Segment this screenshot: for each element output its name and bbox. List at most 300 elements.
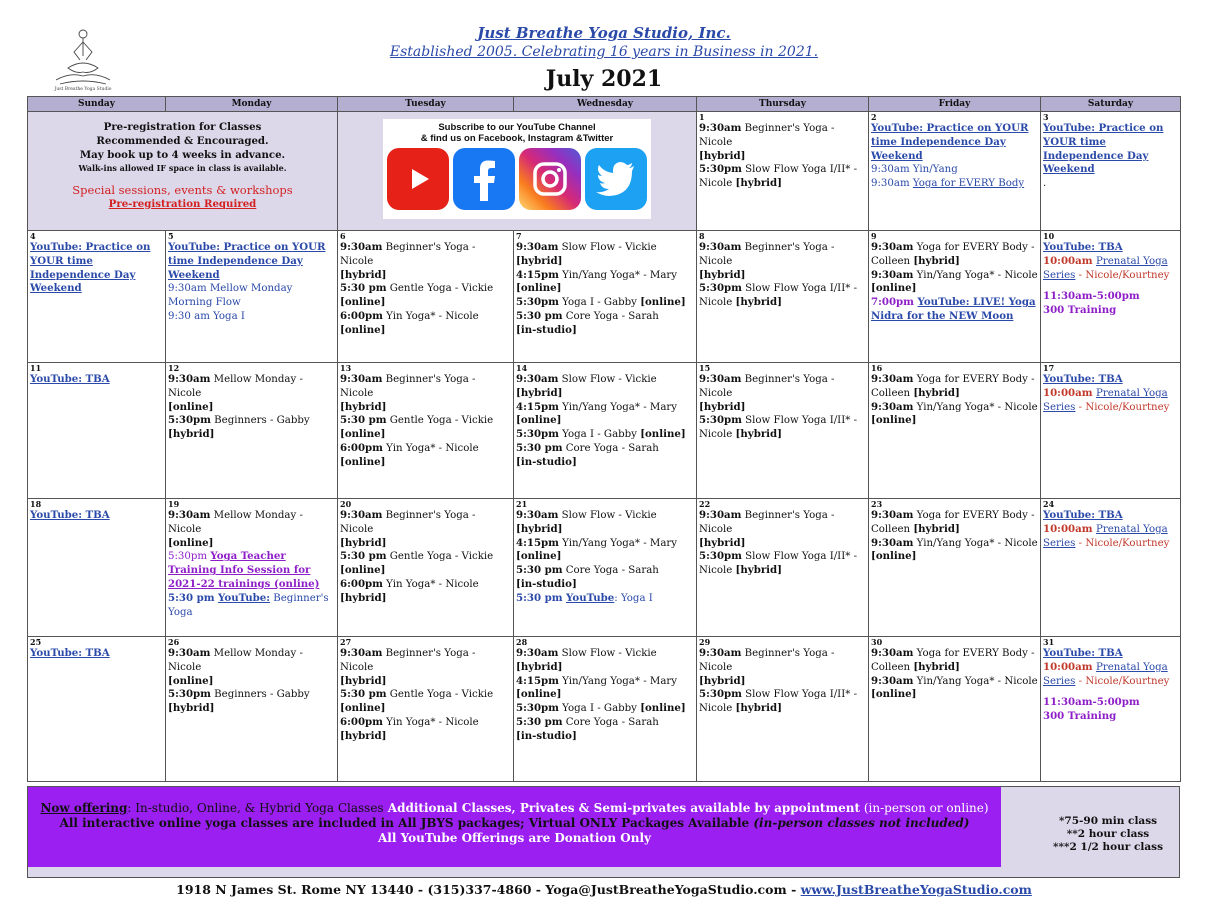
day-number: 16 bbox=[871, 363, 883, 373]
class-mode: [hybrid] bbox=[168, 702, 215, 715]
class-instructor: Nicole bbox=[699, 703, 736, 715]
class-mode: [online] bbox=[871, 282, 917, 295]
day-cell-30[interactable] bbox=[869, 637, 1041, 782]
class-name: : Yoga I bbox=[614, 592, 653, 604]
now-offering-label: Now offering bbox=[40, 801, 128, 815]
class-name: Yoga for EVERY Body - bbox=[913, 510, 1035, 521]
svg-text:Just Breathe Yoga Studio: Just Breathe Yoga Studio bbox=[54, 87, 112, 92]
day-number: 9 bbox=[871, 231, 877, 241]
prereg-line2: Recommended & Encouraged. bbox=[96, 134, 269, 147]
day-cell-31[interactable] bbox=[1041, 637, 1181, 782]
class-name: Yoga for EVERY Body - bbox=[913, 648, 1035, 659]
class-mode: [hybrid] bbox=[516, 522, 563, 535]
class-time: 5:30 pm bbox=[516, 441, 563, 454]
class-name: Yin/Yang Yoga* - Mary bbox=[558, 537, 678, 549]
class-time: 4:15pm bbox=[516, 268, 559, 281]
class-mode: [hybrid] bbox=[699, 400, 746, 413]
class-mode: [in-studio] bbox=[516, 577, 577, 590]
day-cell-28[interactable] bbox=[514, 637, 697, 782]
social-caption-1: Subscribe to our YouTube Channel bbox=[438, 122, 596, 133]
preregistration-notice bbox=[28, 112, 338, 231]
day-cell-7[interactable] bbox=[514, 231, 697, 363]
week-row bbox=[28, 499, 1181, 637]
class-time: 9:30am bbox=[871, 268, 914, 281]
class-mode: [in-studio] bbox=[516, 729, 577, 742]
class-time: 5:30pm bbox=[168, 414, 211, 427]
class-time: 9:30am bbox=[516, 647, 559, 659]
class-time: 5:30pm bbox=[168, 688, 211, 701]
prenatal-link[interactable]: Prenatal Yoga Series bbox=[1043, 523, 1168, 549]
day-cell-29[interactable] bbox=[697, 637, 869, 782]
class-instructor: Nicole bbox=[699, 297, 736, 309]
day-cell-20[interactable] bbox=[338, 499, 514, 637]
class-name: Beginners - Gabby bbox=[210, 415, 310, 427]
week-row bbox=[28, 112, 1181, 231]
class-time: 5:30 pm bbox=[340, 688, 387, 701]
legend-2-5-hour: ***2 1/2 hour class bbox=[1052, 841, 1163, 853]
class-time: 9:30am bbox=[340, 509, 383, 521]
day-cell-10[interactable] bbox=[1041, 231, 1181, 363]
day-number: 6 bbox=[340, 231, 346, 241]
day-number: 25 bbox=[30, 637, 42, 647]
day-number: 15 bbox=[699, 363, 711, 373]
class-name: Beginners - Gabby bbox=[210, 689, 310, 701]
week-row bbox=[28, 363, 1181, 499]
prereg-line1: Pre-registration for Classes bbox=[103, 121, 262, 133]
day-cell-19[interactable] bbox=[166, 499, 338, 637]
social-caption-2: & find us on Facebook, Instagram &Twitter bbox=[420, 133, 614, 144]
day-cell-2[interactable] bbox=[869, 112, 1041, 231]
class-name: Yin Yoga* - Nicole bbox=[382, 442, 479, 454]
studio-name[interactable]: Just Breathe Yoga Studio, Inc. bbox=[477, 24, 731, 42]
prenatal-link[interactable]: Prenatal Yoga Series bbox=[1043, 255, 1168, 281]
class-name: Slow Flow Yoga I/II* - bbox=[741, 164, 858, 176]
class-mode: [hybrid] bbox=[340, 729, 387, 742]
class-mode: [hybrid] bbox=[735, 702, 782, 715]
class-name: Beginner's Yoga - Nicole bbox=[340, 648, 476, 673]
spacer-dot: . bbox=[1043, 178, 1047, 190]
class-mode: [hybrid] bbox=[913, 386, 960, 399]
day-cell-11[interactable] bbox=[28, 363, 166, 499]
class-time: 10:00am bbox=[1043, 522, 1097, 535]
day-cell-1[interactable] bbox=[697, 112, 869, 231]
training-time: 11:30am-5:00pm bbox=[1043, 696, 1140, 709]
legend-2-hour: **2 hour class bbox=[1066, 828, 1150, 840]
day-cell-23[interactable] bbox=[869, 499, 1041, 637]
class-mode: [online] bbox=[168, 674, 214, 687]
weekday-thursday: Thursday bbox=[697, 97, 869, 112]
class-entry: 9:30 am Yoga I bbox=[168, 310, 245, 322]
class-name: Mellow Monday - Nicole bbox=[168, 510, 303, 535]
class-mode: [online] bbox=[516, 688, 562, 701]
class-name: Yin Yoga* - Nicole bbox=[382, 578, 479, 590]
class-time: 5:30pm bbox=[699, 550, 742, 563]
prereg-required-link[interactable]: Pre-registration Required bbox=[108, 197, 257, 210]
class-mode: [hybrid] bbox=[340, 268, 387, 281]
class-instructor: Colleen bbox=[871, 661, 914, 673]
class-mode: [online] bbox=[640, 702, 686, 715]
class-time: 5:30 pm bbox=[516, 591, 567, 604]
class-name: Slow Flow Yoga I/II* - bbox=[741, 415, 858, 427]
class-time: 5:30 pm bbox=[516, 715, 563, 728]
day-cell-27[interactable] bbox=[338, 637, 514, 782]
youtube-link[interactable]: YouTube: LIVE! Yoga Nidra for the NEW Moon bbox=[871, 296, 1036, 322]
weekday-wednesday: Wednesday bbox=[514, 97, 697, 112]
day-number: 31 bbox=[1043, 637, 1055, 647]
class-name: Yin/Yang Yoga* - Mary bbox=[558, 269, 678, 281]
day-number: 7 bbox=[516, 231, 522, 241]
class-instructor: - Nicole/Kourtney bbox=[1075, 675, 1170, 687]
class-time: 5:30pm bbox=[699, 414, 742, 427]
day-number: 17 bbox=[1043, 363, 1055, 373]
prereg-line3: May book up to 4 weeks in advance. bbox=[79, 148, 286, 161]
class-instructor: Nicole bbox=[699, 178, 736, 190]
class-time: 5:30pm bbox=[699, 282, 742, 295]
class-name: Mellow Monday - Nicole bbox=[168, 648, 303, 673]
day-number: 5 bbox=[168, 231, 174, 241]
day-number: 30 bbox=[871, 637, 883, 647]
class-time: 9:30am bbox=[699, 509, 742, 521]
class-name: Beginner's Yoga bbox=[168, 592, 329, 618]
class-time: 9:30am bbox=[871, 241, 914, 253]
class-instructor: - Nicole/Kourtney bbox=[1075, 537, 1170, 549]
day-number: 10 bbox=[1043, 231, 1055, 241]
youtube-link[interactable]: YouTube: TBA bbox=[30, 647, 110, 659]
class-time: 9:30am bbox=[699, 373, 742, 385]
class-name: Yin/Yang Yoga* - Nicole bbox=[913, 537, 1038, 549]
day-cell-4[interactable] bbox=[28, 231, 166, 363]
class-mode: [in-studio] bbox=[516, 455, 577, 468]
prereg-line5: Special sessions, events & workshops bbox=[72, 183, 293, 198]
class-time: 9:30am bbox=[516, 241, 559, 253]
class-name: Beginner's Yoga - Nicole bbox=[340, 510, 476, 535]
class-name: Slow Flow - Vickie bbox=[558, 374, 657, 385]
class-name: Slow Flow - Vickie bbox=[558, 510, 657, 521]
class-name: Core Yoga - Sarah bbox=[562, 716, 659, 728]
class-mode: [hybrid] bbox=[913, 254, 960, 267]
class-time: 5:30 pm bbox=[516, 564, 563, 577]
class-time: 5:30 pm bbox=[340, 414, 387, 427]
class-time: 6:00pm bbox=[340, 715, 383, 728]
social-banner bbox=[383, 119, 651, 219]
youtube-link[interactable]: YouTube: Practice on YOUR time Independence Day Weekend bbox=[168, 241, 326, 281]
day-number: 14 bbox=[516, 363, 528, 373]
class-time: 9:30am bbox=[168, 647, 211, 659]
class-mode: [hybrid] bbox=[699, 674, 746, 687]
day-cell-22[interactable] bbox=[697, 499, 869, 637]
prenatal-link[interactable]: Prenatal Yoga Series bbox=[1043, 661, 1168, 687]
youtube-link[interactable]: YouTube: TBA bbox=[30, 509, 110, 521]
class-time: 5:30 pm bbox=[516, 309, 563, 322]
weekday-friday: Friday bbox=[869, 97, 1041, 112]
class-mode: [online] bbox=[168, 536, 214, 549]
class-mode: [hybrid] bbox=[516, 386, 563, 399]
legend-75-90: *75-90 min class bbox=[1058, 815, 1158, 827]
class-mode: [online] bbox=[340, 428, 386, 441]
class-name: Beginner's Yoga - Nicole bbox=[699, 123, 835, 148]
youtube-link[interactable]: YouTube: TBA bbox=[1043, 373, 1123, 385]
youtube-link[interactable]: YouTube: TBA bbox=[1043, 509, 1123, 521]
class-name: Slow Flow Yoga I/II* - bbox=[741, 551, 858, 563]
class-mode: [hybrid] bbox=[340, 536, 387, 549]
class-name: Core Yoga - Sarah bbox=[562, 310, 659, 322]
day-cell-8[interactable] bbox=[697, 231, 869, 363]
class-time: 9:30am bbox=[699, 241, 742, 253]
class-mode: [online] bbox=[340, 564, 386, 577]
class-name: Beginner's Yoga - Nicole bbox=[340, 242, 476, 267]
class-name: Mellow Monday - Nicole bbox=[168, 374, 303, 399]
class-name: Yin/Yang Yoga* - Mary bbox=[558, 401, 678, 413]
day-cell-3[interactable] bbox=[1041, 112, 1181, 231]
class-name: Yin Yoga* - Nicole bbox=[382, 716, 479, 728]
day-number: 13 bbox=[340, 363, 352, 373]
class-time: 4:15pm bbox=[516, 536, 559, 549]
class-time: 9:30am bbox=[871, 536, 914, 549]
youtube-link[interactable]: YouTube: TBA bbox=[1043, 241, 1123, 253]
class-name: Yoga I - Gabby bbox=[558, 429, 641, 441]
class-name: Slow Flow - Vickie bbox=[558, 648, 657, 659]
youtube-link[interactable]: YouTube: TBA bbox=[1043, 647, 1123, 659]
teacher-training-link[interactable]: Yoga Teacher Training Info Session for 2021-22 trainings (online) bbox=[168, 550, 320, 590]
class-mode: [hybrid] bbox=[913, 522, 960, 535]
class-instructor: Colleen bbox=[871, 255, 914, 267]
week-row bbox=[28, 231, 1181, 363]
social-promo-cell bbox=[338, 112, 697, 231]
offering-modes: : In-studio, Online, & Hybrid Yoga Classes bbox=[127, 801, 384, 815]
weekday-sunday: Sunday bbox=[28, 97, 166, 112]
class-name: Yoga for EVERY Body - bbox=[913, 242, 1035, 253]
calendar-grid bbox=[27, 96, 1180, 878]
class-length-legend bbox=[1038, 815, 1178, 854]
day-number: 18 bbox=[30, 499, 42, 509]
class-mode: [hybrid] bbox=[735, 564, 782, 577]
class-entry: 9:30am Mellow Monday Morning Flow bbox=[168, 283, 293, 309]
class-mode: [online] bbox=[516, 414, 562, 427]
class-entry: 9:30am Yin/Yang bbox=[871, 164, 958, 176]
class-mode: [hybrid] bbox=[699, 536, 746, 549]
day-number: 23 bbox=[871, 499, 883, 509]
online-packages-line: All interactive online yoga classes are included in All JBYS packages; Virtual ONLY Packages Available bbox=[59, 816, 754, 830]
class-time: 9:30am bbox=[516, 373, 559, 385]
studio-address bbox=[0, 882, 1208, 897]
class-name: Beginner's Yoga - Nicole bbox=[699, 374, 835, 399]
class-time: 5:30pm bbox=[516, 428, 559, 441]
class-mode: [online] bbox=[871, 688, 917, 701]
youtube-link[interactable]: YouTube: Practice on YOUR time Independence Day Weekend bbox=[1043, 122, 1164, 176]
class-mode: [online] bbox=[871, 550, 917, 563]
class-name: Yin/Yang Yoga* - Mary bbox=[558, 675, 678, 687]
class-mode: [online] bbox=[168, 400, 214, 413]
class-instructor: Nicole bbox=[699, 565, 736, 577]
class-mode: [hybrid] bbox=[699, 268, 746, 281]
twitter-icon[interactable] bbox=[585, 148, 647, 210]
day-cell-16[interactable] bbox=[869, 363, 1041, 499]
prenatal-link[interactable]: Prenatal Yoga Series bbox=[1043, 387, 1168, 413]
class-time: 9:30am bbox=[699, 647, 742, 659]
class-time: 10:00am bbox=[1043, 254, 1097, 267]
class-time: 9:30am bbox=[871, 178, 913, 190]
in-person-excluded-note: (in-person classes not included) bbox=[753, 816, 970, 830]
day-number: 29 bbox=[699, 637, 711, 647]
youtube-icon[interactable] bbox=[387, 148, 449, 210]
day-number: 4 bbox=[30, 231, 36, 241]
class-mode: [hybrid] bbox=[516, 660, 563, 673]
class-time: 9:30am bbox=[871, 400, 914, 413]
class-name: Beginner's Yoga - Nicole bbox=[699, 648, 835, 673]
class-time: 6:00pm bbox=[340, 577, 383, 590]
class-name: Core Yoga - Sarah bbox=[562, 442, 659, 454]
class-name: Gentle Yoga - Vickie bbox=[386, 551, 494, 563]
youtube-link[interactable]: YouTube: TBA bbox=[30, 373, 110, 385]
additional-classes: Additional Classes, Privates & Semi-privates available by appointment bbox=[383, 801, 861, 815]
class-mode: [in-studio] bbox=[516, 323, 577, 336]
class-time: 5:30 pm bbox=[168, 591, 219, 604]
class-time: 5:30 pm bbox=[340, 550, 387, 563]
class-time: 9:30am bbox=[871, 647, 914, 659]
day-cell-24[interactable] bbox=[1041, 499, 1181, 637]
week-row bbox=[28, 637, 1181, 782]
weekday-saturday: Saturday bbox=[1041, 97, 1181, 112]
youtube-link[interactable]: YouTube bbox=[566, 591, 615, 604]
class-time: 9:30am bbox=[340, 373, 383, 385]
class-time: 7:00pm bbox=[871, 296, 918, 309]
calendar-header bbox=[0, 0, 1208, 96]
class-name: Yin Yoga* - Nicole bbox=[382, 310, 479, 322]
website-link[interactable]: www.JustBreatheYogaStudio.com bbox=[800, 882, 1032, 897]
class-time: 5:30pm bbox=[516, 296, 559, 309]
instagram-icon[interactable] bbox=[519, 148, 581, 210]
day-cell-9[interactable] bbox=[869, 231, 1041, 363]
class-name: Yin/Yang Yoga* - Nicole bbox=[913, 401, 1038, 413]
youtube-link[interactable]: YouTube: Practice on YOUR time Independence Day Weekend bbox=[871, 122, 1029, 162]
class-mode: [online] bbox=[640, 428, 686, 441]
day-number: 1 bbox=[699, 112, 705, 122]
class-time: 9:30am bbox=[168, 509, 211, 521]
class-name: Beginner's Yoga - Nicole bbox=[340, 374, 476, 399]
class-name: Gentle Yoga - Vickie bbox=[386, 415, 494, 427]
address-text: 1918 N James St. Rome NY 13440 - (315)337-4860 - Yoga@JustBreatheYogaStudio.com - bbox=[176, 882, 801, 897]
established-line[interactable]: Established 2005. Celebrating 16 years in Business in 2021. bbox=[389, 44, 819, 60]
class-mode: [hybrid] bbox=[340, 591, 387, 604]
day-cell-5[interactable] bbox=[166, 231, 338, 363]
weekday-header-row bbox=[28, 97, 1181, 112]
class-time: 9:30am bbox=[516, 509, 559, 521]
class-instructor: - Nicole/Kourtney bbox=[1075, 269, 1170, 281]
class-name: Yin/Yang Yoga* - Nicole bbox=[913, 675, 1038, 687]
class-name: Slow Flow Yoga I/II* - bbox=[741, 283, 858, 295]
training-time: 11:30am-5:00pm bbox=[1043, 290, 1140, 303]
day-cell-21[interactable] bbox=[514, 499, 697, 637]
class-mode: [online] bbox=[340, 455, 386, 468]
youtube-donation-line: All YouTube Offerings are Donation Only bbox=[377, 831, 652, 845]
day-cell-25[interactable] bbox=[28, 637, 166, 782]
facebook-icon[interactable] bbox=[453, 148, 515, 210]
month-title: July 2021 bbox=[545, 66, 663, 92]
day-number: 19 bbox=[168, 499, 180, 509]
day-number: 26 bbox=[168, 637, 180, 647]
class-mode: [hybrid] bbox=[516, 254, 563, 267]
day-number: 20 bbox=[340, 499, 352, 509]
day-number: 11 bbox=[30, 363, 42, 373]
day-cell-18[interactable] bbox=[28, 499, 166, 637]
class-mode: [hybrid] bbox=[735, 428, 782, 441]
class-time: 9:30am bbox=[168, 373, 211, 385]
day-cell-13[interactable] bbox=[338, 363, 514, 499]
class-instructor: Colleen bbox=[871, 387, 914, 399]
class-time: 6:00pm bbox=[340, 309, 383, 322]
class-time: 10:00am bbox=[1043, 660, 1097, 673]
class-instructor: Colleen bbox=[871, 523, 914, 535]
day-cell-17[interactable] bbox=[1041, 363, 1181, 499]
class-time: 9:30am bbox=[871, 373, 914, 385]
prereg-line4: Walk-ins allowed IF space in class is available. bbox=[78, 163, 287, 174]
in-person-note: (in-person or online) bbox=[860, 801, 989, 815]
day-cell-14[interactable] bbox=[514, 363, 697, 499]
day-number: 22 bbox=[699, 499, 711, 509]
class-time: 5:30pm bbox=[168, 551, 211, 563]
class-mode: [online] bbox=[340, 702, 386, 715]
day-number: 24 bbox=[1043, 499, 1055, 509]
day-cell-26[interactable] bbox=[166, 637, 338, 782]
class-mode: [hybrid] bbox=[913, 660, 960, 673]
day-number: 3 bbox=[1043, 112, 1049, 122]
class-time: 9:30am bbox=[871, 674, 914, 687]
class-time: 9:30am bbox=[871, 509, 914, 521]
class-name: Beginner's Yoga - Nicole bbox=[699, 510, 835, 535]
class-name: Yoga for EVERY Body - bbox=[913, 374, 1035, 385]
class-mode: [hybrid] bbox=[699, 149, 746, 162]
day-cell-12[interactable] bbox=[166, 363, 338, 499]
class-instructor: - Nicole/Kourtney bbox=[1075, 401, 1170, 413]
class-mode: [online] bbox=[340, 296, 386, 309]
training-name: 300 Training bbox=[1043, 304, 1117, 317]
class-name: Gentle Yoga - Vickie bbox=[386, 283, 494, 295]
offerings-promo bbox=[28, 787, 1001, 867]
day-number: 27 bbox=[340, 637, 352, 647]
class-mode: [online] bbox=[871, 414, 917, 427]
class-time: 9:30am bbox=[340, 647, 383, 659]
class-time: 5:30pm bbox=[699, 688, 742, 701]
class-time: 6:00pm bbox=[340, 441, 383, 454]
class-name: Yoga I - Gabby bbox=[558, 297, 641, 309]
class-name: Core Yoga - Sarah bbox=[562, 565, 659, 577]
weekday-monday: Monday bbox=[166, 97, 338, 112]
day-cell-15[interactable] bbox=[697, 363, 869, 499]
weekday-tuesday: Tuesday bbox=[338, 97, 514, 112]
class-link[interactable]: Yoga for EVERY Body bbox=[912, 178, 1025, 190]
training-name: 300 Training bbox=[1043, 710, 1117, 723]
day-cell-6[interactable] bbox=[338, 231, 514, 363]
class-time: 9:30am bbox=[340, 241, 383, 253]
youtube-link[interactable]: YouTube: bbox=[218, 591, 271, 604]
class-mode: [hybrid] bbox=[735, 296, 782, 309]
class-time: 4:15pm bbox=[516, 674, 559, 687]
class-mode: [online] bbox=[516, 550, 562, 563]
day-number: 8 bbox=[699, 231, 705, 241]
day-number: 28 bbox=[516, 637, 528, 647]
class-name: Yoga I - Gabby bbox=[558, 703, 641, 715]
class-mode: [hybrid] bbox=[340, 674, 387, 687]
day-number: 12 bbox=[168, 363, 180, 373]
class-time: 4:15pm bbox=[516, 400, 559, 413]
class-time: 5:30 pm bbox=[340, 282, 387, 295]
class-time: 5:30pm bbox=[699, 163, 742, 176]
class-name: Slow Flow Yoga I/II* - bbox=[741, 689, 858, 701]
offerings-band bbox=[27, 786, 1180, 878]
class-mode: [hybrid] bbox=[735, 177, 782, 190]
youtube-link[interactable]: YouTube: Practice on YOUR time Independence Day Weekend bbox=[30, 241, 151, 295]
day-number: 21 bbox=[516, 499, 528, 509]
